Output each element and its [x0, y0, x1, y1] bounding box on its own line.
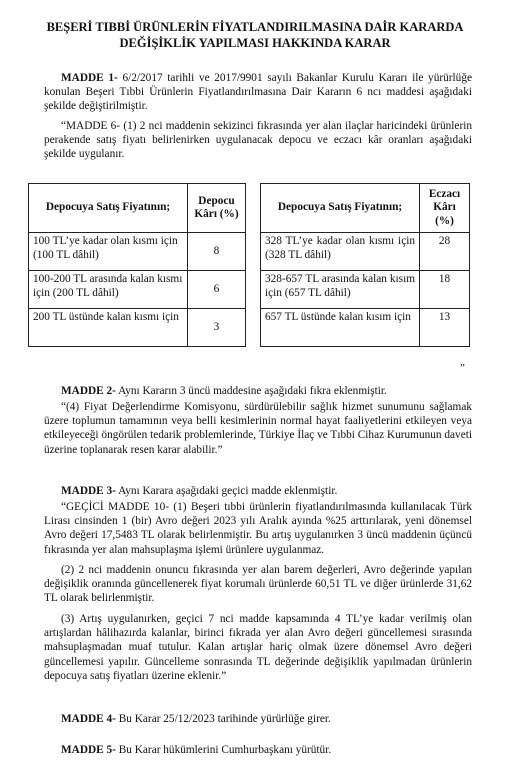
- madde-4: [44, 712, 472, 726]
- depocu-row-1-rate: 8: [188, 233, 246, 271]
- title-line-1: BEŞERİ TIBBİ ÜRÜNLERİN FİYATLANDIRILMASINA DAİR KARARDA: [46, 20, 464, 34]
- madde-2-text: Aynı Kararın 3 üncü maddesine aşağıdaki fıkra eklenmiştir.: [115, 385, 387, 397]
- madde-2: [44, 384, 472, 398]
- madde-3: [44, 484, 472, 498]
- madde-1-text: 6/2/2017 tarihli ve 2017/9901 sayılı Bakanlar Kurulu Kararı ile yürürlüğe konulan Beşeri Tıbbi Ürünlerin Fiyatlandırılmasına Dair Kararın 6 ncı maddesi aşağıdaki şekilde değiştirilmiştir.: [44, 72, 472, 113]
- gecici-madde-10-p1: “GEÇİCİ MADDE 10- (1) Beşeri tıbbi ürünlerin fiyatlandırılmasında kullanılacak Türk Lirası cinsinden 1 (bir) Avro değeri 2023 yılı Aralık ayında %25 arttırılarak, yeni dönemsel Avro değeri 17,5483 TL olarak belirlenmiştir. Bu artış uygulanırken 3 üncü maddenin üçüncü fıkrasında yer alan mahsuplaşma işlemi ürünlere uygulanmaz.: [44, 501, 472, 556]
- depocu-row-1-range: 100 TL’ye kadar olan kısmı için (100 TL dâhil): [29, 233, 188, 271]
- gecici-madde-10-p3: (3) Artış uygulanırken, geçici 7 nci madde kapsamında 4 TL’ye kadar verilmiş olan artışlardan hâlihazırda kalanlar, birinci fıkrada yer alan Avro değeri güncellemesi sırasında mahsuplaşmadan muaf tutulur. Kalan artışlar hariç olmak üzere dönemsel Avro değeri güncellemesi yapılır. Güncelleme sonrasında TL değerinde değişiklik yapılmadan ürünlerin depocuya satış fiyatları üzerine eklenir.”: [44, 613, 472, 682]
- eczaci-row-2-range: 328-657 TL arasında kalan kısım için (657 TL dâhil): [261, 271, 420, 309]
- madde-2-label: MADDE 2-: [61, 385, 116, 397]
- madde-5: [44, 743, 472, 757]
- eczaci-row-1-rate: 28: [420, 233, 470, 271]
- depocu-row-3-range: 200 TL üstünde kalan kısmı için: [29, 309, 188, 347]
- madde-4-text: Bu Karar 25/12/2023 tarihinde yürürlüğe girer.: [115, 713, 331, 725]
- eczaci-row-3-rate: 13: [420, 309, 470, 347]
- title-line-2: DEĞİŞİKLİK YAPILMASI HAKKINDA KARAR: [119, 36, 391, 50]
- madde-3-label: MADDE 3-: [61, 485, 116, 497]
- madde-6-quote: “MADDE 6- (1) 2 nci maddenin sekizinci fıkrasında yer alan ilaçlar haricindeki ürünlerin perakende satış fiyatı belirlenirken uygulanacak depocu ve eczacı kâr oranları aşağıdaki şekilde uygulanır.: [44, 120, 472, 161]
- depocu-header-rate: Depocu Kârı (%): [188, 184, 246, 233]
- eczaci-row-3-range: 657 TL üstünde kalan kısım için: [261, 309, 420, 347]
- eczaci-kar-table: [260, 183, 470, 347]
- depocu-row-2-range: 100-200 TL arasında kalan kısmı için (200 TL dâhil): [29, 271, 188, 309]
- depocu-header-range: Depocuya Satış Fiyatının;: [29, 184, 188, 233]
- depocu-kar-table: [28, 183, 246, 347]
- madde-2-quote: “(4) Fiyat Değerlendirme Komisyonu, sürdürülebilir sağlık hizmet sunumunu sağlamak üzere toplumun tamamının veya belli kesimlerinin normal hayat faaliyetlerini etkileyen veya etkileyeceği öngörülen tedarik problemlerinde, Türkiye İlaç ve Tıbbi Cihaz Kurumunun daveti üzerine toplanarak resen karar alabilir.”: [44, 401, 472, 456]
- gecici-madde-10-p2: (2) 2 nci maddenin onuncu fıkrasında yer alan barem değerleri, Avro değerinde yapılan değişiklik oranında güncellenerek fiyat korumalı ürünlerde 60,51 TL ve diğer ürünlerde 31,62 TL olarak belirlenmiştir.: [44, 564, 472, 605]
- madde-4-label: MADDE 4-: [61, 713, 116, 725]
- madde-1: [44, 71, 472, 114]
- eczaci-row-1-range: 328 TL’ye kadar olan kısmı için (328 TL dâhil): [261, 233, 420, 271]
- eczaci-header-range: Depocuya Satış Fiyatının;: [261, 184, 420, 233]
- madde-1-label: MADDE 1-: [61, 72, 118, 84]
- madde-5-text: Bu Karar hükümlerini Cumhurbaşkanı yürütür.: [115, 744, 332, 756]
- eczaci-row-2-rate: 18: [420, 271, 470, 309]
- madde-5-label: MADDE 5-: [61, 744, 116, 756]
- quote-end-mark: ”: [460, 362, 465, 374]
- depocu-row-2-rate: 6: [188, 271, 246, 309]
- madde-3-text: Aynı Karara aşağıdaki geçici madde eklenmiştir.: [115, 485, 338, 497]
- eczaci-header-rate: Eczacı Kârı (%): [420, 184, 470, 233]
- depocu-row-3-rate: 3: [188, 309, 246, 347]
